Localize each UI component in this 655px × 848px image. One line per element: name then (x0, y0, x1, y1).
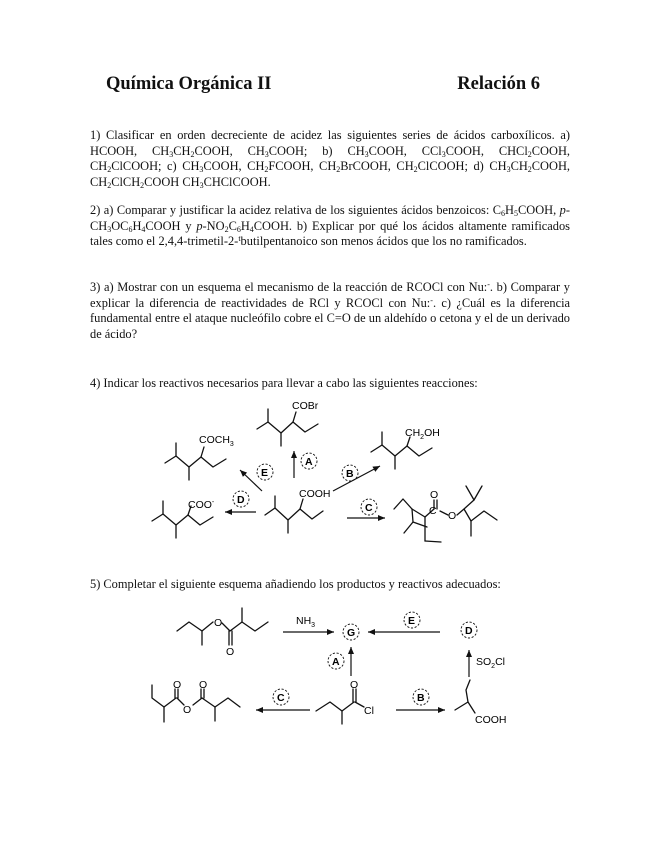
chloride-label: Cl (364, 705, 374, 717)
svg-text:D: D (465, 625, 473, 637)
ester-q5-structure (177, 608, 268, 658)
ch2oh-group: $CH_2OH$ (405, 427, 440, 441)
question-5: 5) Completar el siguiente esquema añadiendo los productos y reactivos adecuados: (90, 577, 501, 591)
label-a-q5 (328, 653, 344, 669)
coch3-group: $COCH_3$ (199, 434, 234, 448)
carbonyl-oxygen-q5: O (226, 646, 235, 658)
anhydride-oxygen-2: O (199, 679, 208, 691)
label-e-q5 (404, 612, 420, 628)
reagent-so2cl: $SO_2Cl$ (476, 656, 505, 670)
reagent-nh3: $NH_3$ (296, 615, 316, 629)
anhydride-oxygen-1: O (173, 679, 182, 691)
acyl-chloride-structure (316, 679, 374, 724)
svg-text:G: G (347, 627, 356, 639)
anhydride-structure (152, 679, 240, 722)
svg-text:B: B (346, 468, 354, 480)
anhydride-oxygen-bridge: O (183, 704, 192, 716)
question-1: 1) Clasificar en orden decreciente de acidez las siguientes series de ácidos carboxílicos. a) HCOOH, $CH_3CH_2COOH$, $CH_3COOH$; b) $CH_3COOH$, CCl$_3$COOH, CHCl$_2$COOH, $CH_2ClCOOH$; c) $CH_3COOH$, $CH_2FCOOH$, $CH_2BrCOOH$, $CH_2ClCOOH$; d) $CH_3CH_2COOH$, $CH_2ClCH_2COOH$ $CH_3CHClCOOH$. (90, 128, 570, 190)
svg-text:E: E (261, 467, 269, 479)
course-title: Química Orgánica II (106, 74, 272, 94)
label-d-q5 (461, 622, 477, 638)
acyl-oxygen: O (350, 679, 359, 691)
ester-oxygen-q5: O (214, 617, 223, 629)
acid-cooh-group: COOH (475, 714, 507, 726)
svg-text:D: D (237, 494, 245, 506)
cooh-group: COOH (299, 488, 331, 500)
cobr-group: COBr (292, 400, 319, 412)
acid-q5-structure (455, 680, 507, 726)
question-4: 4) Indicar los reactivos necesarios para llevar a cabo las siguientes reacciones: (90, 376, 478, 390)
label-g (343, 624, 359, 640)
svg-text:C: C (277, 692, 285, 704)
question-3: 3) a) Mostrar con un esquema el mecanismo de la reacción de RCOCl con Nu:-. b) Comparar y explicar la diferencia de reactividades de RCl y RCOCl con Nu:-. c) ¿Cuál es la diferencia fundamental entre el ataque nucleófilo cobre el C=O de un aldehído o cetona y el de un derivado de ácido? (90, 280, 571, 341)
svg-text:C: C (365, 502, 373, 514)
svg-text:A: A (332, 656, 340, 668)
carbonyl-oxygen: O (430, 489, 439, 501)
svg-text:E: E (408, 615, 416, 627)
ester-carbon-label: C (429, 505, 437, 517)
svg-text:A: A (305, 456, 313, 468)
question-2: 2) a) Comparar y justificar la acidez relativa de los siguientes ácidos benzoicos: $C_6H_5COOH$, $p-CH_3OC_6H_4COOH$ y $p-NO_2C_6H_4COOH$. b) Explicar por qué los ácidos altamente ramificados tales como el 2,4,4-trimetil-2-$^t$butilpentanoico son menos ácidos que los no ramificados. (90, 203, 571, 248)
label-b-q5 (413, 689, 429, 705)
coo-group: COO- (188, 499, 215, 511)
ester-oxygen: O (448, 510, 457, 522)
relation-title: Relación 6 (457, 74, 540, 94)
label-c-q5 (273, 689, 289, 705)
svg-text:B: B (417, 692, 425, 704)
